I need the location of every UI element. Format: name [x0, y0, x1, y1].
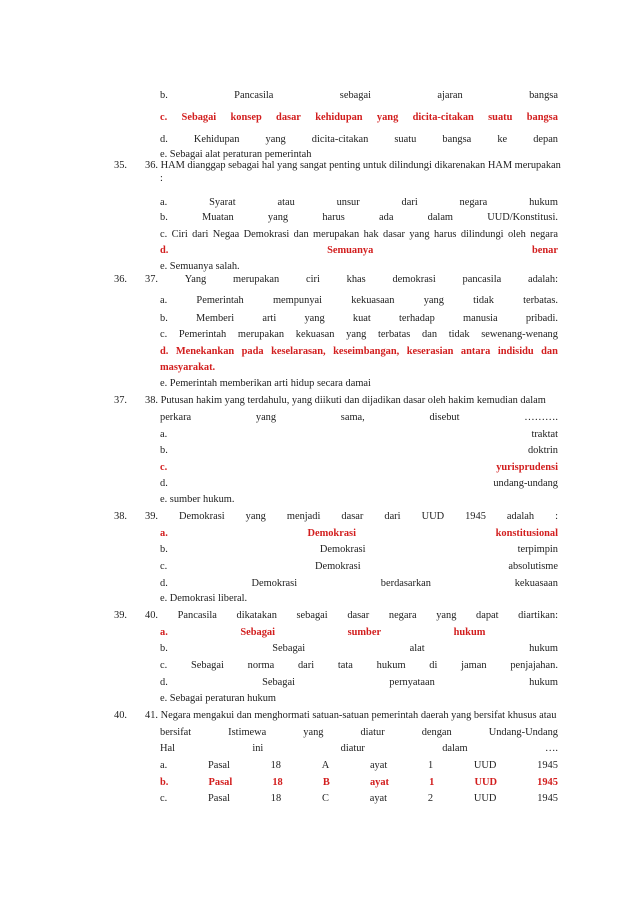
word: Sebagai — [181, 112, 217, 123]
word: Istimewa — [228, 727, 267, 738]
word: keserasian — [406, 346, 454, 357]
text-line — [160, 560, 558, 574]
word: d. — [160, 346, 169, 357]
word: dicita-citakan — [311, 134, 369, 145]
word: dicita-citakan — [412, 112, 474, 123]
word: suatu — [394, 134, 417, 145]
word: pancasila — [462, 274, 502, 285]
word: d. — [160, 578, 168, 589]
word: atau — [277, 197, 295, 208]
word: terbatas — [378, 329, 411, 340]
word: d. — [160, 134, 168, 145]
word: norma — [247, 660, 275, 671]
word: c. — [160, 462, 168, 473]
text-line — [160, 196, 558, 210]
word: 2 — [427, 793, 434, 804]
word: adalah: — [527, 274, 558, 285]
word: Sebagai — [190, 660, 224, 671]
text-line — [145, 609, 558, 623]
text-line: e. Sebagai peraturan hukum — [160, 693, 276, 704]
text-line — [160, 626, 558, 640]
text-line — [160, 759, 558, 773]
word: ayat — [369, 793, 388, 804]
word: sama, — [340, 412, 365, 423]
word: B — [322, 777, 330, 788]
word: pernyataan — [389, 677, 435, 688]
word: 1945 — [537, 793, 558, 804]
word: jaman — [461, 660, 487, 671]
word: kekuasaan — [514, 578, 558, 589]
text-line — [160, 577, 558, 591]
word: ada — [379, 212, 394, 223]
word: hukum — [529, 677, 558, 688]
word: dengan — [421, 727, 452, 738]
word: pribadi. — [525, 313, 558, 324]
word: dasar — [347, 610, 370, 621]
text-line — [160, 659, 558, 673]
word: dasar — [383, 229, 405, 240]
word: b. — [160, 544, 168, 555]
word: C — [321, 793, 329, 804]
word: sebagai — [296, 610, 328, 621]
word: dasar — [341, 511, 364, 522]
word: Negaa — [212, 229, 240, 240]
word: d. — [160, 677, 168, 688]
word: khas — [346, 274, 366, 285]
word: dasar — [276, 112, 301, 123]
word: 18 — [272, 777, 283, 788]
word: dari — [401, 197, 418, 208]
word: UUD — [474, 777, 497, 788]
word: yang — [255, 412, 277, 423]
word: hukum — [529, 643, 558, 654]
word: yang — [423, 295, 444, 306]
word: hukum — [453, 627, 486, 638]
word: 1 — [427, 760, 434, 771]
word: hukum — [376, 660, 406, 671]
text-line: 36. HAM dianggap sebagai hal yang sangat penting untuk dilindungi dikarenakan HAM merupakan — [145, 160, 561, 171]
word: dalam — [427, 212, 454, 223]
question-number: 37. — [114, 395, 127, 406]
word: yang — [409, 229, 430, 240]
word: dikatakan — [236, 610, 277, 621]
word: ajaran — [437, 90, 463, 101]
word: b. — [160, 313, 168, 324]
word: : — [555, 511, 558, 522]
word: bangsa — [529, 90, 558, 101]
word: A — [321, 760, 330, 771]
word: dari — [384, 511, 401, 522]
word: yurisprudensi — [496, 462, 558, 473]
word: 1 — [429, 777, 435, 788]
text-line — [160, 89, 558, 103]
word: Hal — [160, 743, 176, 754]
text-line — [160, 345, 558, 359]
word: ayat — [369, 777, 389, 788]
word: Demokrasi — [319, 544, 366, 555]
word: indisidu — [497, 346, 534, 357]
word: 1945 — [465, 511, 486, 522]
text-line: 41. Negara mengakui dan menghormati satuan-satuan pemerintah daerah yang bersifat khusus atau — [145, 710, 557, 721]
word: c. — [160, 660, 168, 671]
word: ciri — [305, 274, 320, 285]
word: Ciri — [171, 229, 188, 240]
word: yang — [303, 727, 324, 738]
word: a. — [160, 295, 168, 306]
text-line — [160, 428, 558, 442]
word: Syarat — [209, 197, 236, 208]
question-number: 39. — [114, 610, 127, 621]
word: harus — [322, 212, 345, 223]
word: c. — [160, 229, 168, 240]
word: Demokrasi — [243, 229, 290, 240]
text-line: e. Pemerintah memberikan arti hidup secara damai — [160, 378, 371, 389]
word: pada — [241, 346, 264, 357]
word: yang — [304, 313, 325, 324]
word: Pancasila — [234, 90, 274, 101]
word: kekuasan — [295, 329, 335, 340]
word: a. — [160, 627, 168, 638]
word: dan — [422, 329, 438, 340]
text-line: e. Demokrasi liberal. — [160, 593, 248, 604]
word: ayat — [369, 760, 388, 771]
word: dan — [293, 229, 309, 240]
word: traktat — [531, 429, 558, 440]
word: Pemerintah — [178, 329, 227, 340]
word: disebut — [429, 412, 460, 423]
word: hukum — [529, 197, 558, 208]
word: 40. — [145, 610, 158, 621]
word: arti — [262, 313, 277, 324]
word: tata — [337, 660, 353, 671]
word: dari — [297, 660, 315, 671]
word: harus — [433, 229, 457, 240]
word: 39. — [145, 511, 158, 522]
text-line — [160, 244, 558, 258]
word: c. — [160, 793, 168, 804]
word: Pasal — [207, 760, 230, 771]
word: Muatan — [201, 212, 234, 223]
word: yang — [265, 134, 286, 145]
word: b. — [160, 643, 168, 654]
word: b. — [160, 90, 168, 101]
word: sumber — [347, 627, 382, 638]
word: diartikan: — [518, 610, 558, 621]
text-line — [160, 543, 558, 557]
word: negara — [459, 197, 488, 208]
text-line — [160, 642, 558, 656]
word: oleh — [507, 229, 526, 240]
word: depan — [533, 134, 558, 145]
word: c. — [160, 112, 168, 123]
word: menjadi — [286, 511, 321, 522]
word: Pasal — [208, 777, 233, 788]
question-number: 40. — [114, 710, 127, 721]
word: yang — [267, 212, 289, 223]
text-line — [145, 273, 558, 287]
word: adalah — [506, 511, 535, 522]
word: keseimbangan, — [333, 346, 400, 357]
text-line — [160, 726, 558, 740]
word: alat — [409, 643, 425, 654]
word: negara — [530, 229, 558, 240]
word: a. — [160, 528, 168, 539]
text-line — [145, 510, 558, 524]
word: a. — [160, 429, 168, 440]
word: merupakan — [237, 329, 285, 340]
word: merupakan — [233, 274, 280, 285]
word: Semuanya — [327, 245, 374, 256]
text-line — [160, 111, 558, 125]
word: Pemerintah — [196, 295, 244, 306]
word: UUD — [473, 793, 497, 804]
word: d. — [160, 478, 168, 489]
word: ………. — [524, 412, 558, 423]
word: kekuasaan — [351, 295, 395, 306]
word: merupakan — [313, 229, 360, 240]
word: bersifat — [160, 727, 192, 738]
word: Yang — [184, 274, 207, 285]
word: Menekankan — [175, 346, 235, 357]
text-line — [160, 444, 558, 458]
word: 37. — [145, 274, 158, 285]
word: terpimpin — [517, 544, 558, 555]
word: suatu — [488, 112, 513, 123]
word: b. — [160, 212, 168, 223]
word: sewenang-wenang — [481, 329, 558, 340]
word: Demokrasi — [307, 528, 356, 539]
word: ke — [497, 134, 508, 145]
word: dilindungi — [460, 229, 504, 240]
word: UUD/Konstitusi. — [487, 212, 558, 223]
word: tidak — [473, 295, 494, 306]
word: a. — [160, 197, 168, 208]
text-line — [160, 133, 558, 147]
word: kehidupan — [315, 112, 363, 123]
word: Demokrasi — [251, 578, 298, 589]
word: Demokrasi — [179, 511, 225, 522]
word: Sebagai — [272, 643, 306, 654]
word: keselarasan, — [271, 346, 326, 357]
word: Kehidupan — [193, 134, 240, 145]
word: 18 — [270, 760, 281, 771]
word: c. — [160, 561, 168, 572]
text-line — [160, 294, 558, 308]
text-line — [160, 776, 558, 790]
word: Pasal — [208, 793, 230, 804]
question-number: 36. — [114, 274, 127, 285]
word: bangsa — [442, 134, 472, 145]
word: manusia — [463, 313, 498, 324]
word: perkara — [160, 412, 192, 423]
word: dan — [541, 346, 558, 357]
text-line — [160, 228, 558, 242]
word: penjajahan. — [510, 660, 558, 671]
text-line — [160, 411, 558, 425]
text-line — [160, 792, 558, 806]
word: absolutisme — [508, 561, 558, 572]
word: doktrin — [527, 445, 558, 456]
word: Sebagai — [240, 627, 276, 638]
question-number: 38. — [114, 511, 127, 522]
word: benar — [532, 245, 558, 256]
word: berdasarkan — [380, 578, 431, 589]
word: 18 — [270, 793, 282, 804]
word: dalam — [442, 743, 468, 754]
word: UUD — [421, 511, 445, 522]
word: b. — [160, 777, 169, 788]
word: bangsa — [526, 112, 558, 123]
word: c. — [160, 329, 168, 340]
question-number: 35. — [114, 160, 127, 171]
word: yang — [346, 329, 367, 340]
word: unsur — [336, 197, 360, 208]
word: yang — [376, 112, 399, 123]
word: mempunyai — [272, 295, 323, 306]
word: ini — [252, 743, 264, 754]
text-line — [160, 676, 558, 690]
text-line: e. Sebagai alat peraturan pemerintah — [160, 149, 312, 160]
text-line — [160, 312, 558, 326]
text-line: e. Semuanya salah. — [160, 261, 240, 272]
text-line — [160, 211, 558, 225]
word: yang — [245, 511, 266, 522]
word: undang-undang — [493, 478, 558, 489]
word: hak — [363, 229, 379, 240]
text-line — [160, 328, 558, 342]
word: terbatas. — [523, 295, 558, 306]
text-line: masyarakat. — [160, 362, 216, 373]
text-line — [160, 742, 558, 756]
word: tidak — [448, 329, 470, 340]
word: sebagai — [339, 90, 371, 101]
word: dari — [192, 229, 209, 240]
text-line: 38. Putusan hakim yang terdahulu, yang diikuti dan dijadikan dasar oleh hakim kemudian dalam — [145, 395, 546, 406]
word: demokrasi — [392, 274, 436, 285]
word: di — [429, 660, 438, 671]
text-line — [160, 461, 558, 475]
word: diatur — [360, 727, 385, 738]
word: b. — [160, 445, 168, 456]
word: Pancasila — [177, 610, 217, 621]
text-line — [160, 477, 558, 491]
word: terhadap — [399, 313, 435, 324]
word: d. — [160, 245, 169, 256]
word: konsep — [230, 112, 262, 123]
text-line — [160, 527, 558, 541]
word: diatur — [340, 743, 365, 754]
word: Demokrasi — [314, 561, 361, 572]
text-line: e. sumber hukum. — [160, 494, 235, 505]
word: antara — [460, 346, 491, 357]
word: Undang-Undang — [488, 727, 558, 738]
word: yang — [436, 610, 457, 621]
word: 1945 — [537, 777, 558, 788]
word: Memberi — [196, 313, 235, 324]
word: 1945 — [537, 760, 558, 771]
word: …. — [544, 743, 558, 754]
word: Sebagai — [262, 677, 295, 688]
word: kuat — [352, 313, 371, 324]
word: UUD — [473, 760, 497, 771]
word: negara — [388, 610, 417, 621]
text-line: : — [160, 173, 163, 184]
word: konstitusional — [495, 528, 558, 539]
word: dapat — [476, 610, 499, 621]
word: a. — [160, 760, 168, 771]
